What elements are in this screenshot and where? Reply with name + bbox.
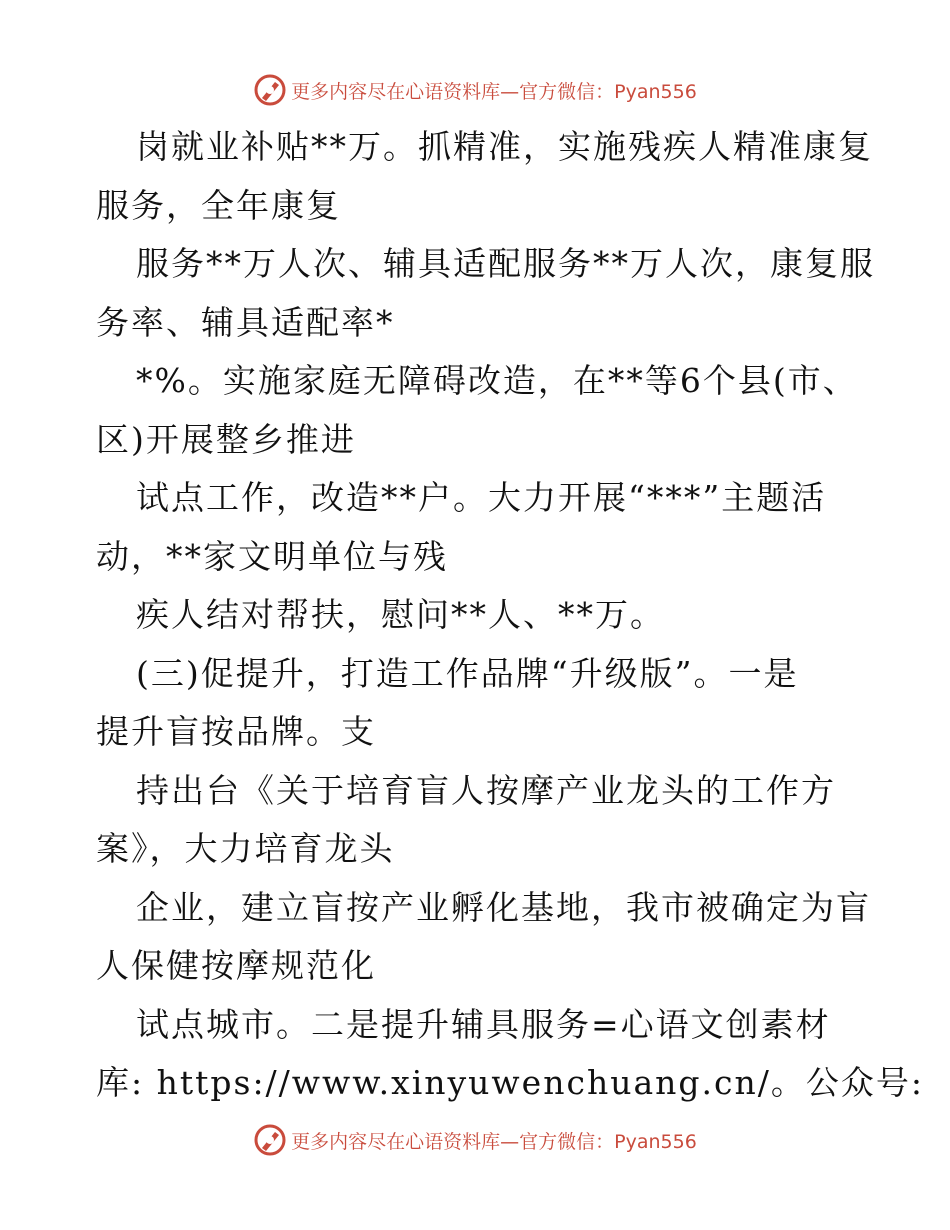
footer-banner-text: 更多内容尽在心语资料库—官方微信：Pyan556 (291, 1130, 697, 1153)
body-line: 试点城市。二是提升辅具服务=心语文创素材 (136, 1004, 831, 1044)
body-line: *%。实施家庭无障碍改造，在**等6个县(市、 (136, 361, 858, 400)
body-line: 试点工作，改造**户。大力开展“***”主题活 (136, 478, 827, 517)
body-line: 服务**万人次、辅具适配服务**万人次，康复服 (136, 244, 875, 283)
pen-circle-icon (253, 1123, 287, 1157)
header-banner-text: 更多内容尽在心语资料库—官方微信：Pyan556 (291, 80, 697, 103)
footer-banner (0, 1120, 950, 1160)
body-line: 服务，全年康复 (96, 185, 341, 225)
body-line: 务率、辅具适配率* (96, 302, 395, 342)
body-line: 企业，建立盲按产业孵化基地，我市被确定为盲 (136, 887, 871, 927)
body-line: 提升盲按品牌。支 (96, 712, 376, 751)
body-line-url: 库: https://www.xinyuwenchuang.cn/。公众号: (96, 1063, 924, 1102)
header-banner (0, 70, 950, 110)
body-line: 疾人结对帮扶，慰问**人、**万。 (136, 595, 665, 634)
body-line: 动，**家文明单位与残 (96, 536, 448, 576)
document-body (96, 118, 924, 1113)
body-line: 持出台《关于培育盲人按摩产业龙头的工作方 (136, 770, 836, 810)
body-line: 区)开展整乡推进 (96, 419, 356, 459)
pen-circle-icon (253, 73, 287, 107)
body-line: 案》，大力培育龙头 (96, 829, 395, 868)
body-line: 岗就业补贴**万。抓精准，实施残疾人精准康复 (136, 127, 873, 166)
body-line: 人保健按摩规范化 (96, 946, 376, 985)
body-line: (三)促提升，打造工作品牌“升级版”。一是 (136, 653, 799, 693)
